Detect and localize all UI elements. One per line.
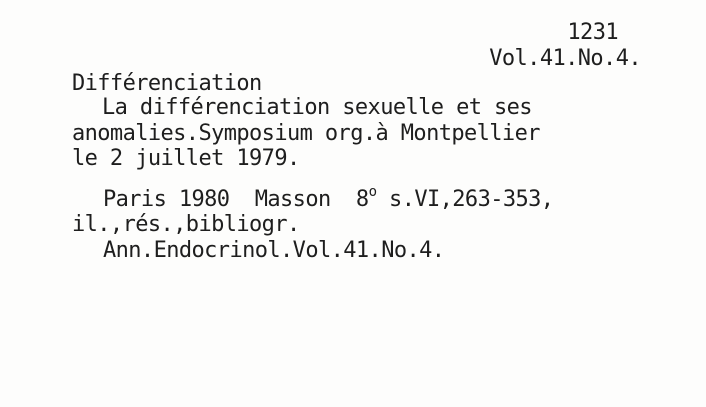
title-line-3: le 2 juillet 1979.	[72, 146, 300, 171]
imprint-prefix: Paris 1980 Masson 8	[103, 187, 369, 212]
imprint-line	[103, 184, 554, 214]
card-number: 1231	[567, 20, 618, 45]
volume-reference: Vol.41.No.4.	[489, 46, 641, 71]
title-line-1: La différenciation sexuelle et ses	[102, 95, 532, 120]
format-superscript: o	[368, 184, 377, 200]
subject-heading: Différenciation	[72, 71, 262, 96]
collation-line: il.,rés.,bibliogr.	[72, 212, 300, 237]
source-line: Ann.Endocrinol.Vol.41.No.4.	[103, 238, 445, 263]
title-line-2: anomalies.Symposium org.à Montpellier	[72, 121, 540, 146]
imprint-suffix: s.VI,263-353,	[376, 187, 554, 212]
